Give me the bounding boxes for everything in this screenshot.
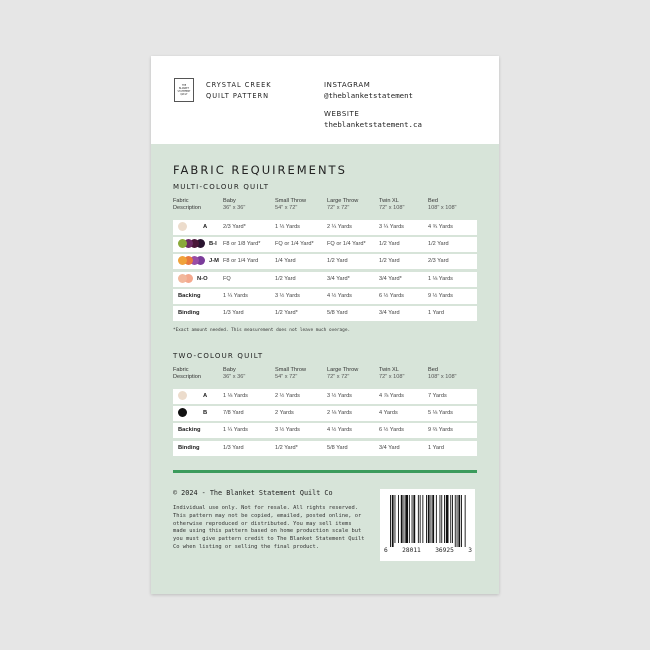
copyright: © 2024 - The Blanket Statement Quilt Co bbox=[173, 489, 333, 497]
fabric-swatch bbox=[178, 274, 187, 283]
fabric-label: B-I bbox=[209, 241, 217, 248]
legal-notice: Individual use only. Not for resale. All rights reserved. This pattern may not be copied, emailed, posted online, or otherwise reproduced or distributed. You may sell items made using this pattern based on home production scale but you must give pattern credit to The Blanket Statement Quilt Co when listing or selling the final product. bbox=[173, 505, 365, 550]
barcode-bar bbox=[420, 495, 421, 543]
size-name: Twin XL bbox=[379, 198, 399, 204]
yardage-cell: 1 ⅛ Yards bbox=[223, 393, 248, 399]
barcode-bar bbox=[392, 495, 394, 547]
fabric-row bbox=[173, 289, 477, 304]
yardage-cell: 1 ⅓ Yards bbox=[275, 224, 300, 230]
size-dims: 36" x 36" bbox=[223, 205, 246, 211]
barcode-bar bbox=[450, 495, 451, 543]
brand-logo bbox=[174, 78, 194, 102]
fabric-swatch bbox=[178, 408, 187, 417]
yardage-cell: 3/4 Yard* bbox=[327, 275, 350, 282]
yardage-cell: 3/4 Yard* bbox=[379, 275, 402, 282]
fabric-row bbox=[173, 220, 477, 235]
yardage-cell: 1 ¼ Yards bbox=[223, 292, 248, 299]
barcode-digit: 36925 bbox=[435, 547, 454, 554]
yardage-cell: 2 ½ Yards bbox=[275, 393, 300, 399]
barcode-bar bbox=[422, 495, 423, 543]
col-header-size bbox=[379, 367, 404, 381]
yardage-cell: 1/2 Yard* bbox=[275, 310, 298, 316]
yardage-cell: 2 Yards bbox=[275, 410, 294, 417]
yardage-cell: 9 ⅔ Yards bbox=[428, 427, 453, 434]
col-header-fabric-line1: Fabric bbox=[173, 367, 189, 373]
fabric-label: J-M bbox=[209, 258, 219, 265]
barcode-bar bbox=[432, 495, 434, 543]
yardage-cell: 7 Yards bbox=[428, 393, 447, 399]
barcode-bar bbox=[401, 495, 403, 543]
yardage-cell: 4 Yards bbox=[379, 410, 398, 417]
website-url[interactable]: theblanketstatement.ca bbox=[324, 120, 422, 129]
size-name: Small Throw bbox=[275, 367, 306, 373]
instagram-handle[interactable]: @theblanketstatement bbox=[324, 91, 413, 100]
barcode-bar bbox=[441, 495, 442, 543]
size-dims: 72" x 72" bbox=[327, 374, 350, 380]
pattern-name bbox=[206, 80, 272, 102]
fabric-row bbox=[173, 237, 477, 252]
barcode-bar bbox=[404, 495, 405, 543]
pattern-card bbox=[151, 56, 499, 594]
fabric-row bbox=[173, 306, 477, 321]
barcode-bar bbox=[461, 495, 462, 547]
yardage-cell: 4 ½ Yards bbox=[327, 427, 352, 434]
yardage-cell: 3/4 Yard bbox=[379, 310, 400, 316]
col-header-size bbox=[223, 367, 245, 381]
yardage-cell: 2/3 Yard bbox=[428, 258, 449, 265]
fabric-swatch bbox=[178, 391, 187, 400]
barcode-bar bbox=[418, 495, 419, 543]
barcode bbox=[380, 489, 475, 561]
yardage-cell: 6 ½ Yards bbox=[379, 292, 404, 299]
barcode-bar bbox=[436, 495, 437, 543]
yardage-cell: FQ or 1/4 Yard* bbox=[327, 241, 366, 248]
size-name: Large Throw bbox=[327, 367, 359, 373]
col-header-size bbox=[223, 198, 245, 212]
yardage-cell: 1/2 Yard* bbox=[275, 444, 298, 451]
logo-line: THE bbox=[181, 84, 187, 87]
fabric-label: Binding bbox=[178, 444, 200, 451]
fabric-row bbox=[173, 423, 477, 438]
fabric-label: N-O bbox=[197, 275, 208, 282]
barcode-bar bbox=[452, 495, 453, 543]
yardage-cell: 3 ½ Yards bbox=[275, 427, 300, 434]
two-colour-heading: TWO-COLOUR QUILT bbox=[173, 352, 264, 360]
logo-line: STATEMENT bbox=[177, 90, 191, 93]
yardage-cell: 7/8 Yard bbox=[223, 410, 244, 417]
size-name: Twin XL bbox=[379, 367, 399, 373]
col-header-size bbox=[327, 367, 358, 381]
size-dims: 36" x 36" bbox=[223, 374, 246, 380]
multi-colour-heading: MULTI-COLOUR QUILT bbox=[173, 183, 270, 191]
yardage-cell: 1/4 Yard bbox=[275, 258, 296, 265]
yardage-cell: 1/2 Yard bbox=[327, 258, 348, 265]
pattern-name-line2: QUILT PATTERN bbox=[206, 92, 270, 100]
barcode-bar bbox=[412, 495, 413, 543]
yardage-cell: FQ bbox=[223, 275, 231, 282]
fabric-row bbox=[173, 272, 477, 287]
fabric-row bbox=[173, 254, 477, 269]
barcode-bar bbox=[428, 495, 430, 543]
accent-divider bbox=[173, 470, 477, 473]
yardage-cell: 9 ½ Yards bbox=[428, 292, 453, 299]
logo-line: BLANKET bbox=[178, 87, 190, 90]
barcode-bar bbox=[446, 495, 449, 543]
col-header-size bbox=[275, 367, 306, 381]
size-name: Bed bbox=[428, 198, 438, 204]
size-dims: 72" x 108" bbox=[379, 205, 405, 211]
barcode-bar bbox=[440, 495, 441, 543]
barcode-bar bbox=[398, 495, 399, 543]
size-dims: 108" x 108" bbox=[428, 205, 457, 211]
col-header-size bbox=[379, 198, 404, 212]
yardage-cell: 1 ¼ Yards bbox=[223, 427, 248, 434]
yardage-cell: 4 ⅞ Yards bbox=[379, 393, 404, 399]
col-header-fabric-line2: Description bbox=[173, 374, 201, 380]
barcode-bar bbox=[457, 495, 458, 547]
instagram-block bbox=[324, 81, 413, 101]
col-header-size bbox=[327, 198, 358, 212]
barcode-digit: 6 bbox=[384, 547, 388, 554]
yardage-cell: 1/2 Yard bbox=[379, 258, 400, 265]
col-header-size bbox=[428, 198, 457, 212]
size-name: Small Throw bbox=[275, 198, 306, 204]
yardage-cell: 5/8 Yard bbox=[327, 444, 348, 451]
fabric-row bbox=[173, 441, 477, 456]
barcode-bar bbox=[458, 495, 460, 547]
yardage-cell: F8 or 1/4 Yard bbox=[223, 258, 259, 265]
yardage-cell: 1 ⅛ Yards bbox=[428, 275, 453, 282]
fabric-label: Backing bbox=[178, 427, 201, 434]
col-header-fabric bbox=[173, 367, 201, 381]
yardage-cell: 5 ⅛ Yards bbox=[428, 410, 453, 417]
size-dims: 72" x 72" bbox=[327, 205, 350, 211]
barcode-digits bbox=[384, 547, 472, 554]
yardage-cell: 1/2 Yard bbox=[379, 241, 400, 248]
yardage-cell: 3 ½ Yards bbox=[327, 393, 352, 399]
logo-line: QUILT bbox=[180, 93, 188, 96]
barcode-bar bbox=[465, 495, 466, 547]
size-dims: 54" x 72" bbox=[275, 205, 298, 211]
fabric-row bbox=[173, 406, 477, 421]
card-header bbox=[151, 56, 499, 144]
col-header-size bbox=[275, 198, 306, 212]
barcode-bar bbox=[431, 495, 432, 543]
barcode-digit: 28011 bbox=[402, 547, 421, 554]
size-name: Bed bbox=[428, 367, 438, 373]
barcode-bar bbox=[405, 495, 408, 543]
yardage-cell: 3/4 Yard bbox=[379, 444, 400, 451]
fabric-label: Backing bbox=[178, 292, 201, 299]
yardage-cell: 2/3 Yard* bbox=[223, 224, 246, 230]
logo-text bbox=[178, 84, 191, 96]
col-header-fabric-line1: Fabric bbox=[173, 198, 189, 204]
yardage-cell: 1/2 Yard bbox=[428, 241, 449, 248]
website-heading: WEBSITE bbox=[324, 110, 360, 118]
fabric-label: A bbox=[203, 393, 208, 399]
yardage-cell: 3 ½ Yards bbox=[275, 292, 300, 299]
barcode-bar bbox=[390, 495, 391, 547]
yardage-cell: 1/2 Yard bbox=[275, 275, 296, 282]
size-name: Large Throw bbox=[327, 198, 359, 204]
yardage-cell: 2 ¼ Yards bbox=[327, 224, 352, 230]
yardage-cell: 4 ¾ Yards bbox=[428, 224, 453, 230]
yardage-cell: 4 ½ Yards bbox=[327, 292, 352, 299]
fabric-label: A bbox=[203, 224, 208, 230]
footnote: *Exact amount needed. This measurement does not leave much overage. bbox=[173, 328, 351, 333]
barcode-bars bbox=[380, 489, 475, 547]
col-header-size bbox=[428, 367, 457, 381]
yardage-cell: 2 ⅛ Yards bbox=[327, 410, 352, 417]
pattern-name-line1: CRYSTAL CREEK bbox=[206, 81, 272, 89]
yardage-cell: 1/3 Yard bbox=[223, 444, 244, 451]
barcode-bar bbox=[413, 495, 415, 543]
yardage-cell: 1/3 Yard bbox=[223, 310, 244, 316]
yardage-cell: 1 Yard bbox=[428, 444, 444, 451]
size-dims: 54" x 72" bbox=[275, 374, 298, 380]
size-dims: 72" x 108" bbox=[379, 374, 405, 380]
barcode-bar bbox=[395, 495, 396, 543]
fabric-swatch bbox=[178, 222, 187, 231]
yardage-cell: 3 ¼ Yards bbox=[379, 224, 404, 230]
barcode-digit: 3 bbox=[468, 547, 472, 554]
fabric-label: Binding bbox=[178, 310, 200, 316]
page-title: FABRIC REQUIREMENTS bbox=[173, 163, 347, 177]
yardage-cell: 5/8 Yard bbox=[327, 310, 348, 316]
website-block bbox=[324, 110, 422, 130]
yardage-cell: 1 Yard bbox=[428, 310, 444, 316]
fabric-label: B bbox=[203, 410, 208, 417]
barcode-bar bbox=[455, 495, 456, 547]
yardage-cell: 6 ½ Yards bbox=[379, 427, 404, 434]
fabric-row bbox=[173, 389, 477, 404]
size-dims: 108" x 108" bbox=[428, 374, 457, 380]
barcode-bar bbox=[409, 495, 410, 543]
barcode-bar bbox=[444, 495, 445, 543]
size-name: Baby bbox=[223, 198, 236, 204]
yardage-cell: FQ or 1/4 Yard* bbox=[275, 241, 314, 248]
col-header-fabric-line2: Description bbox=[173, 205, 201, 211]
barcode-bar bbox=[426, 495, 427, 543]
col-header-fabric bbox=[173, 198, 201, 212]
instagram-heading: INSTAGRAM bbox=[324, 81, 371, 89]
yardage-cell: F8 or 1/8 Yard* bbox=[223, 241, 261, 248]
size-name: Baby bbox=[223, 367, 236, 373]
